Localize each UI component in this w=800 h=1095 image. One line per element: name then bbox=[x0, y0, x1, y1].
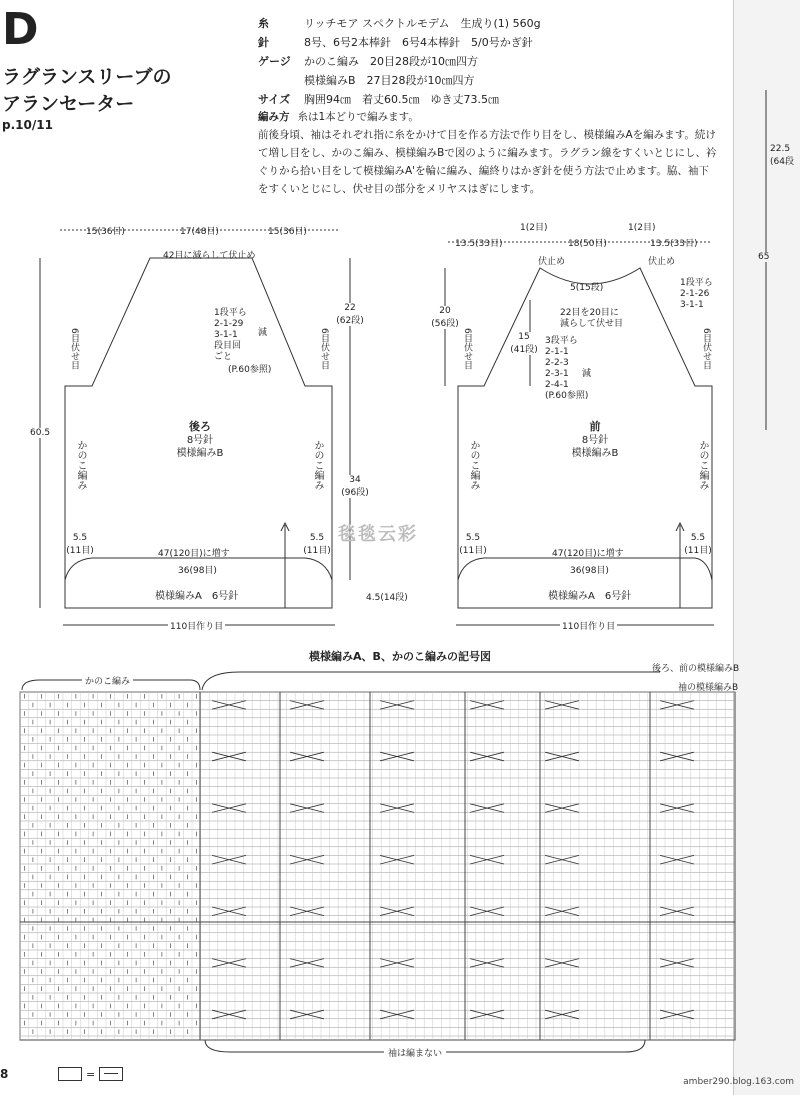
legend-equals: = bbox=[86, 1067, 96, 1081]
front-dec-word: 減 bbox=[582, 369, 592, 379]
front-neck-height: 15 (41段) bbox=[510, 332, 538, 355]
title-line-2: アランセーター bbox=[2, 93, 135, 115]
back-rib-label: 模様編みA 6号針 bbox=[155, 591, 239, 602]
pattern-letter: D bbox=[2, 4, 39, 55]
size-value: 胸囲94㎝ 着丈60.5㎝ ゆき丈73.5㎝ bbox=[304, 93, 499, 106]
page-number: 8 bbox=[0, 1067, 9, 1081]
back-rib-left: 5.5 (11目) bbox=[66, 533, 94, 556]
title-line-1: ラグランスリーブの bbox=[2, 66, 172, 88]
legend-empty-box-icon bbox=[58, 1067, 82, 1081]
back-bind-right: 6目伏せ目 bbox=[319, 328, 329, 370]
knitting-chart-grid bbox=[20, 692, 735, 1040]
back-side-right: かのこ編み bbox=[312, 440, 323, 490]
front-neck-note: 22目を20目に 減らして伏せ目 bbox=[560, 308, 624, 329]
back-total-height: 60.5 bbox=[30, 428, 51, 438]
gauge-value-1: かのこ編み 20目28段が10㎝四方 bbox=[304, 55, 478, 68]
front-rib-label: 模様編みA 6号針 bbox=[548, 591, 632, 602]
back-side-left: かのこ編み bbox=[75, 440, 86, 490]
chart-side-label-1: 後ろ、前の模様編みB bbox=[652, 664, 740, 674]
back-rib-right: 5.5 (11目) bbox=[303, 533, 331, 556]
back-top-width-2: 17(48目) bbox=[180, 227, 219, 237]
front-top-width-5: 13.5(33目) bbox=[650, 239, 698, 249]
back-top-width-3: 15(36目) bbox=[268, 227, 307, 237]
size-label: サイズ bbox=[258, 93, 291, 106]
front-width-36: 36(98目) bbox=[570, 566, 609, 576]
pattern-b-bracket bbox=[202, 672, 660, 690]
front-top-width-1: 13.5(33目) bbox=[455, 239, 503, 249]
front-bind-right: 6目伏せ目 bbox=[701, 328, 711, 370]
margin-dim-2: 65 bbox=[758, 252, 770, 262]
method-lead: 糸は1本どりで編みます。 bbox=[297, 111, 419, 123]
front-dec-notes: 3段平ら 2-1-1 2-2-3 2-3-1 2-4-1 (P.60参照) bbox=[545, 336, 589, 401]
back-dec-ref: (P.60参照) bbox=[228, 365, 272, 375]
back-width-36: 36(98目) bbox=[178, 566, 217, 576]
front-top-width-3: 18(50目) bbox=[568, 239, 607, 249]
front-increase-note: 47(120目)に増す bbox=[552, 549, 624, 559]
blog-url: amber290.blog.163.com bbox=[683, 1077, 794, 1087]
chart-bottom-note: 袖は編まない bbox=[384, 1046, 446, 1059]
front-top-width-4: 1(2目) bbox=[628, 223, 656, 233]
front-side-right: かのこ編み bbox=[697, 440, 708, 490]
front-top-width-2: 1(2目) bbox=[520, 223, 548, 233]
chart-side-label-2: 袖の模様編みB bbox=[678, 683, 739, 693]
back-bind-left: 6目伏せ目 bbox=[69, 328, 79, 370]
chart-title: 模様編みA、B、かのこ編みの記号図 bbox=[309, 650, 491, 663]
front-bind-off-right: 伏止め bbox=[648, 257, 676, 267]
front-side-left: かのこ編み bbox=[468, 440, 479, 490]
front-piece-label: 前 8号針 模様編みB bbox=[571, 420, 619, 459]
front-right-dec-notes: 1段平ら 2-1-26 3-1-1 bbox=[680, 278, 713, 310]
margin-dim-1: 22.5 (64段 bbox=[770, 144, 794, 167]
front-rib-left: 5.5 (11目) bbox=[459, 533, 487, 556]
symbol-legend bbox=[58, 1067, 123, 1081]
back-raglan-height: 22 (62段) bbox=[336, 303, 364, 326]
page-reference: p.10/11 bbox=[2, 118, 53, 132]
gauge-value-2: 模様編みB 27目28段が10㎝四方 bbox=[304, 74, 475, 87]
needle-value: 8号、6号2本棒針 6号4本棒針 5/0号かぎ針 bbox=[304, 36, 533, 49]
chart-seed-label: かのこ編み bbox=[82, 674, 133, 687]
needle-label: 針 bbox=[258, 36, 269, 49]
front-raglan-height: 20 (56段) bbox=[431, 306, 459, 329]
front-bind-left: 6目伏せ目 bbox=[462, 328, 472, 370]
yarn-value: リッチモア スペクトルモデム 生成り(1) 560g bbox=[304, 17, 541, 30]
back-body-height: 34 (96段) bbox=[341, 475, 369, 498]
back-increase-note: 47(120目)に増す bbox=[158, 549, 230, 559]
front-rib-right: 5.5 (11目) bbox=[684, 533, 712, 556]
legend-purl-box-icon bbox=[99, 1067, 123, 1081]
back-dec-notes: 1段平ら 2-1-29 3-1-1 段目回 ごと bbox=[214, 308, 247, 362]
front-neck-depth: 5(15段) bbox=[570, 283, 604, 293]
gauge-label: ゲージ bbox=[258, 55, 291, 68]
method-label: 編み方 bbox=[258, 111, 290, 123]
back-top-note: 42目に減らして伏止め bbox=[163, 251, 256, 261]
back-top-width-1: 15(36目) bbox=[86, 227, 125, 237]
yarn-label: 糸 bbox=[258, 17, 269, 30]
back-piece-label: 後ろ 8号針 模様編みB bbox=[176, 420, 224, 459]
watermark-text: 毯毯云彩 bbox=[338, 524, 418, 545]
back-dec-word: 減 bbox=[258, 328, 268, 338]
back-rib-height: 4.5(14段) bbox=[366, 593, 408, 603]
method-body: 前後身頃、袖はそれぞれ指に糸をかけて目を作る方法で作り目をし、模様編みAを編みます。続けて増し目をし、かのこ編み、模様編みBで図のように編みます。ラグラン線をすくいとじにし、衿ぐりから拾い目をして模様編みA'を輪に編み、編終りはかぎ針を使う方法で止めます。脇、袖下をすくいとじにし、伏せ目の部分をメリヤスはぎにします。 bbox=[258, 129, 717, 195]
front-bind-off-left: 伏止め bbox=[538, 257, 566, 267]
back-cast-on: 110目作り目 bbox=[168, 619, 225, 632]
front-cast-on: 110目作り目 bbox=[560, 619, 617, 632]
